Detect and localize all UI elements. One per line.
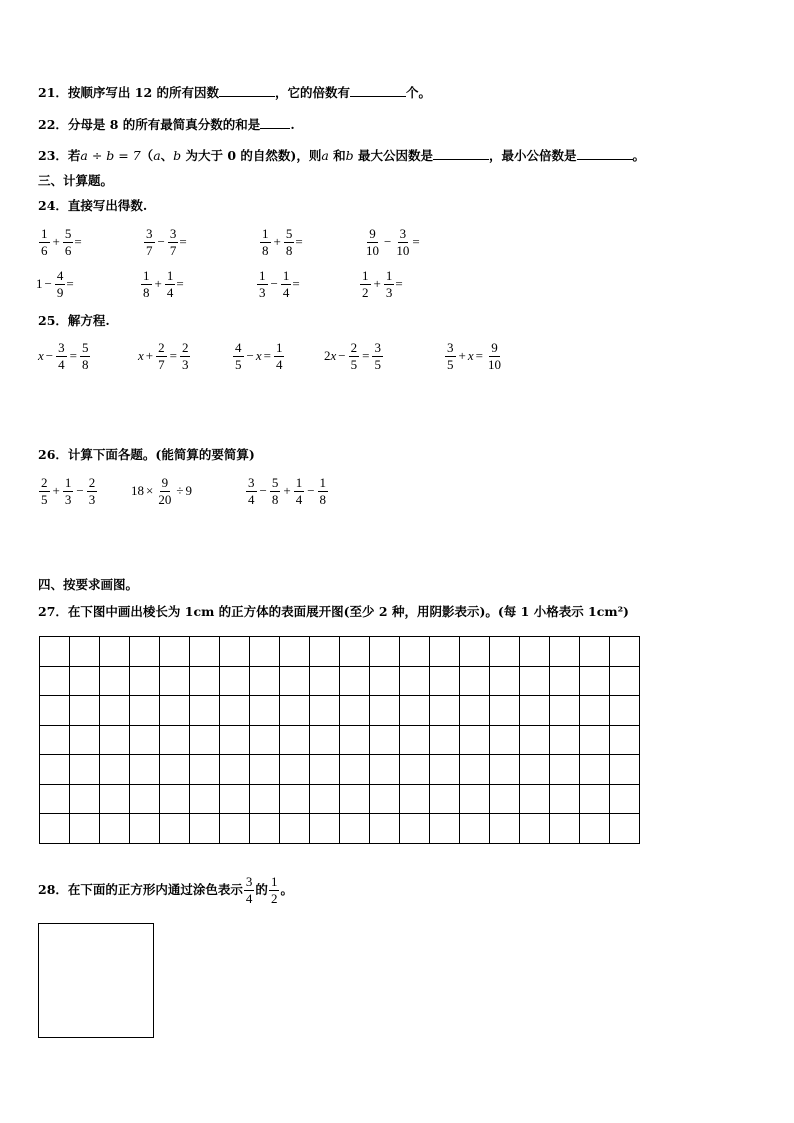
grid-cell[interactable]: [370, 814, 400, 844]
grid-cell[interactable]: [250, 755, 280, 785]
grid-cell[interactable]: [220, 755, 250, 785]
grid-cell[interactable]: [370, 725, 400, 755]
grid-cell[interactable]: [310, 666, 340, 696]
grid-cell[interactable]: [310, 637, 340, 667]
grid-cell[interactable]: [400, 755, 430, 785]
grid-cell[interactable]: [400, 666, 430, 696]
grid-cell[interactable]: [520, 814, 550, 844]
grid-cell[interactable]: [130, 696, 160, 726]
grid-cell[interactable]: [280, 725, 310, 755]
grid-cell[interactable]: [340, 784, 370, 814]
grid-cell[interactable]: [460, 666, 490, 696]
grid-cell[interactable]: [160, 696, 190, 726]
section-four-title: 四、按要求画图。: [38, 577, 139, 592]
question-22: 22．分母是 8 的所有最简真分数的和是 .: [38, 117, 295, 132]
grid-cell[interactable]: [100, 725, 130, 755]
grid-cell[interactable]: [550, 725, 580, 755]
grid-cell[interactable]: [70, 755, 100, 785]
grid-cell[interactable]: [550, 696, 580, 726]
grid-cell[interactable]: [310, 784, 340, 814]
grid-cell[interactable]: [520, 725, 550, 755]
grid-cell[interactable]: [280, 696, 310, 726]
grid-cell[interactable]: [610, 725, 640, 755]
grid-cell[interactable]: [580, 666, 610, 696]
answer-blank[interactable]: [433, 147, 489, 160]
grid-cell[interactable]: [460, 784, 490, 814]
grid-cell[interactable]: [430, 814, 460, 844]
calc-expression: $\frac{1}{8}$ + $\frac{1}{4}$ =: [143, 267, 184, 300]
grid-cell[interactable]: [250, 696, 280, 726]
grid-cell[interactable]: [40, 725, 70, 755]
grid-cell[interactable]: [190, 755, 220, 785]
grid-cell[interactable]: [370, 696, 400, 726]
question-21: 21．按顺序写出 12 的所有因数 ，它的倍数有 个。: [38, 85, 432, 100]
grid-cell[interactable]: [550, 784, 580, 814]
grid-cell[interactable]: [250, 725, 280, 755]
grid-cell[interactable]: [460, 637, 490, 667]
question-25: 25．解方程.: [38, 313, 110, 328]
question-27: 27．在下图中画出棱长为 1cm 的正方体的表面展开图(至少 2 种，用阴影表示)。(每 1 小格表示 1cm²): [38, 604, 629, 619]
grid-cell[interactable]: [250, 814, 280, 844]
grid-cell[interactable]: [220, 725, 250, 755]
grid-cell[interactable]: [490, 696, 520, 726]
grid-cell[interactable]: [160, 725, 190, 755]
grid-cell[interactable]: [280, 755, 310, 785]
grid-cell[interactable]: [70, 725, 100, 755]
grid-cell[interactable]: [40, 814, 70, 844]
grid-cell[interactable]: [370, 637, 400, 667]
equation: 2 x − $\frac{2}{5}$ = $\frac{3}{5}$: [324, 339, 381, 372]
grid-cell[interactable]: [430, 755, 460, 785]
grid-cell[interactable]: [130, 725, 160, 755]
grid-cell[interactable]: [400, 725, 430, 755]
grid-cell[interactable]: [520, 696, 550, 726]
answer-blank[interactable]: [260, 116, 290, 129]
grid-cell[interactable]: [190, 784, 220, 814]
grid-cell[interactable]: [100, 696, 130, 726]
question-26: 26．计算下面各题。(能简算的要简算): [38, 447, 255, 462]
grid-cell[interactable]: [250, 666, 280, 696]
grid-cell[interactable]: [250, 637, 280, 667]
calc-expression: $\frac{1}{6}$ + $\frac{5}{6}$ =: [41, 225, 82, 258]
question-23: 23．若a ÷ b = 7（a、b 为大于 0 的自然数)，则a 和b 最大公因数是 ，最小公倍数是 。: [38, 148, 646, 163]
grid-cell[interactable]: [280, 814, 310, 844]
grid-cell[interactable]: [70, 814, 100, 844]
grid-cell[interactable]: [280, 784, 310, 814]
grid-cell[interactable]: [550, 814, 580, 844]
grid-cell[interactable]: [490, 637, 520, 667]
equation: $\frac{4}{5}$ − x = $\frac{1}{4}$: [235, 339, 283, 372]
grid-cell[interactable]: [580, 814, 610, 844]
grid-cell[interactable]: [340, 755, 370, 785]
grid-cell[interactable]: [400, 784, 430, 814]
grid-cell[interactable]: [490, 725, 520, 755]
grid-cell[interactable]: [610, 696, 640, 726]
grid-cell[interactable]: [190, 725, 220, 755]
grid-cell[interactable]: [610, 666, 640, 696]
grid-cell[interactable]: [310, 814, 340, 844]
grid-cell[interactable]: [460, 725, 490, 755]
grid-cell[interactable]: [520, 755, 550, 785]
grid-cell[interactable]: [580, 696, 610, 726]
grid-cell[interactable]: [160, 637, 190, 667]
grid-cell[interactable]: [340, 725, 370, 755]
grid-cell[interactable]: [130, 637, 160, 667]
grid-cell[interactable]: [490, 814, 520, 844]
coloring-square[interactable]: [38, 923, 154, 1038]
grid-cell[interactable]: [220, 814, 250, 844]
grid-cell[interactable]: [100, 755, 130, 785]
grid-cell[interactable]: [400, 696, 430, 726]
answer-blank[interactable]: [577, 147, 633, 160]
grid-cell[interactable]: [40, 784, 70, 814]
grid-cell[interactable]: [160, 755, 190, 785]
grid-cell[interactable]: [400, 814, 430, 844]
grid-cell[interactable]: [190, 696, 220, 726]
grid-cell[interactable]: [40, 666, 70, 696]
grid-cell[interactable]: [370, 755, 400, 785]
question-28: 28． 在下面的正方形内通过涂色表示 $\frac{3}{4}$ 的 $\frac{1}{2}$ 。: [38, 873, 293, 906]
grid-cell[interactable]: [310, 696, 340, 726]
grid-cell[interactable]: [160, 666, 190, 696]
calc-expression: 1 − $\frac{4}{9}$ =: [36, 267, 74, 300]
calc-expression: $\frac{9}{10}$ − $\frac{3}{10}$ =: [366, 225, 420, 258]
grid-cell[interactable]: [70, 637, 100, 667]
grid-cell[interactable]: [340, 637, 370, 667]
equation: x − $\frac{3}{4}$ = $\frac{5}{8}$: [38, 339, 89, 372]
calc-expression: $\frac{2}{5}$ + $\frac{1}{3}$ − $\frac{2}{3}$: [41, 474, 96, 507]
grid-cell[interactable]: [40, 637, 70, 667]
grid-cell[interactable]: [550, 666, 580, 696]
grid-cell[interactable]: [130, 666, 160, 696]
grid-cell[interactable]: [70, 696, 100, 726]
calc-expression: $\frac{1}{8}$ + $\frac{5}{8}$ =: [262, 225, 303, 258]
grid-cell[interactable]: [430, 666, 460, 696]
grid-cell[interactable]: [220, 696, 250, 726]
answer-blank[interactable]: [219, 84, 275, 97]
grid-cell[interactable]: [280, 666, 310, 696]
grid-cell[interactable]: [220, 637, 250, 667]
calc-expression: $\frac{3}{4}$ − $\frac{5}{8}$ + $\frac{1}{4}$ − $\frac{1}{8}$: [248, 474, 327, 507]
grid-cell[interactable]: [340, 814, 370, 844]
calc-expression: 18 × $\frac{9}{20}$ ÷ 9: [131, 474, 192, 507]
grid-cell[interactable]: [430, 637, 460, 667]
grid-cell[interactable]: [430, 696, 460, 726]
grid-cell[interactable]: [70, 666, 100, 696]
drawing-grid[interactable]: [39, 636, 640, 844]
grid-cell[interactable]: [160, 784, 190, 814]
grid-cell[interactable]: [610, 755, 640, 785]
grid-cell[interactable]: [70, 784, 100, 814]
grid-cell[interactable]: [130, 814, 160, 844]
grid-cell[interactable]: [190, 814, 220, 844]
calc-expression: $\frac{1}{3}$ − $\frac{1}{4}$ =: [259, 267, 300, 300]
grid-cell[interactable]: [130, 784, 160, 814]
grid-cell[interactable]: [610, 784, 640, 814]
grid-cell[interactable]: [460, 755, 490, 785]
grid-cell[interactable]: [310, 725, 340, 755]
grid-cell[interactable]: [580, 755, 610, 785]
grid-cell[interactable]: [460, 814, 490, 844]
grid-cell[interactable]: [340, 696, 370, 726]
equation: $\frac{3}{5}$ + x = $\frac{9}{10}$: [447, 339, 501, 372]
answer-blank[interactable]: [350, 84, 406, 97]
section-three-title: 三、计算题。: [38, 173, 114, 188]
grid-cell[interactable]: [100, 814, 130, 844]
grid-cell[interactable]: [160, 814, 190, 844]
grid-cell[interactable]: [610, 637, 640, 667]
grid-cell[interactable]: [40, 755, 70, 785]
grid-cell[interactable]: [580, 725, 610, 755]
grid-cell[interactable]: [40, 696, 70, 726]
grid-cell[interactable]: [190, 637, 220, 667]
grid-cell[interactable]: [100, 637, 130, 667]
grid-cell[interactable]: [340, 666, 370, 696]
grid-cell[interactable]: [580, 784, 610, 814]
grid-cell[interactable]: [100, 784, 130, 814]
grid-cell[interactable]: [430, 725, 460, 755]
grid-cell[interactable]: [520, 784, 550, 814]
grid-cell[interactable]: [520, 666, 550, 696]
grid-cell[interactable]: [220, 784, 250, 814]
grid-cell[interactable]: [250, 784, 280, 814]
grid-cell[interactable]: [460, 696, 490, 726]
grid-cell[interactable]: [490, 666, 520, 696]
grid-cell[interactable]: [310, 755, 340, 785]
grid-cell[interactable]: [430, 784, 460, 814]
grid-cell[interactable]: [610, 814, 640, 844]
grid-cell[interactable]: [370, 666, 400, 696]
grid-cell[interactable]: [130, 755, 160, 785]
grid-cell[interactable]: [370, 784, 400, 814]
grid-cell[interactable]: [580, 637, 610, 667]
grid-cell[interactable]: [400, 637, 430, 667]
calc-expression: $\frac{3}{7}$ − $\frac{3}{7}$ =: [146, 225, 187, 258]
grid-cell[interactable]: [220, 666, 250, 696]
grid-cell[interactable]: [100, 666, 130, 696]
question-24: 24．直接写出得数.: [38, 198, 148, 213]
grid-cell[interactable]: [280, 637, 310, 667]
calc-expression: $\frac{1}{2}$ + $\frac{1}{3}$ =: [362, 267, 403, 300]
grid-cell[interactable]: [550, 637, 580, 667]
grid-cell[interactable]: [190, 666, 220, 696]
grid-cell[interactable]: [520, 637, 550, 667]
grid-cell[interactable]: [550, 755, 580, 785]
grid-cell[interactable]: [490, 784, 520, 814]
equation: x + $\frac{2}{7}$ = $\frac{2}{3}$: [138, 339, 189, 372]
grid-cell[interactable]: [490, 755, 520, 785]
